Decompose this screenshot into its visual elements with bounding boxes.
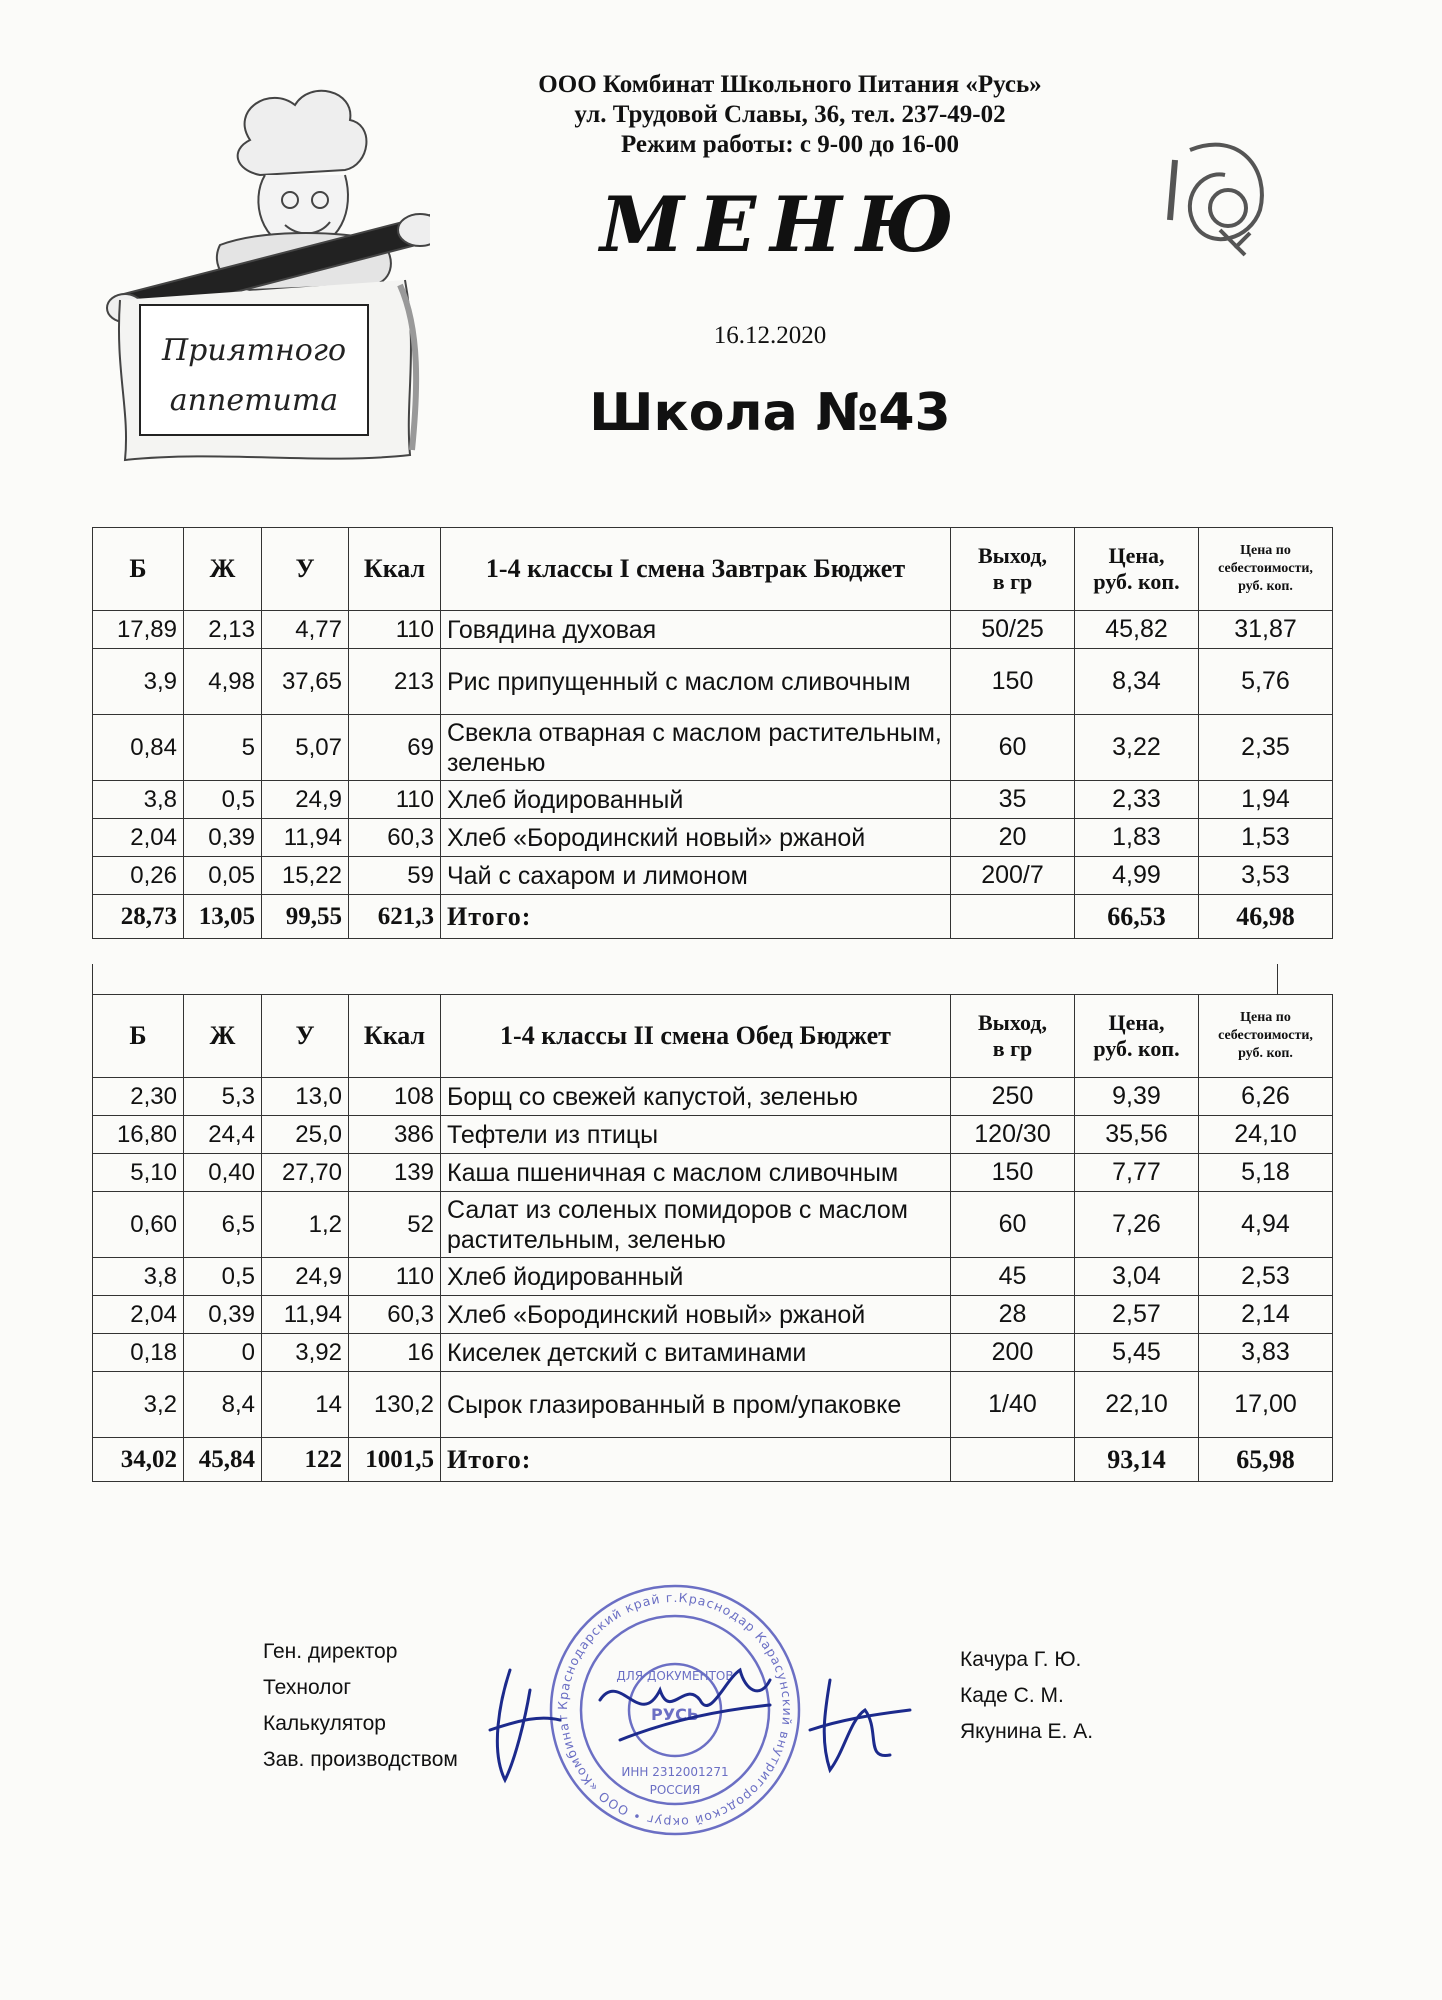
role-director: Ген. директор xyxy=(263,1640,398,1663)
company-address: ул. Трудовой Славы, 36, тел. 237-49-02 xyxy=(574,101,1006,128)
cell-price: 4,99 xyxy=(1075,857,1199,895)
col-b: Б xyxy=(93,528,184,611)
cell-yield: 28 xyxy=(951,1296,1075,1334)
table-row xyxy=(93,1334,1333,1372)
total-label: Итого: xyxy=(441,895,951,939)
table-row xyxy=(93,1258,1333,1296)
table-row xyxy=(93,611,1333,649)
col-u: У xyxy=(262,995,349,1078)
cell-kcal: 69 xyxy=(349,715,441,781)
col-b: Б xyxy=(93,995,184,1078)
dish-name: Хлеб «Бородинский новый» ржаной xyxy=(441,819,951,857)
name-calculator: Якунина Е. А. xyxy=(960,1720,1094,1743)
cell-zh: 5,3 xyxy=(184,1078,262,1116)
cell-b: 34,02 xyxy=(93,1438,184,1482)
lunch-table-wrap xyxy=(92,994,1332,1482)
col-zh: Ж xyxy=(184,995,262,1078)
cell-b: 28,73 xyxy=(93,895,184,939)
cell-b: 0,60 xyxy=(93,1192,184,1258)
cell-price: 66,53 xyxy=(1075,895,1199,939)
cell-yield xyxy=(951,895,1075,939)
cell-u: 11,94 xyxy=(262,1296,349,1334)
dish-name: Рис припущенный с маслом сливочным xyxy=(441,649,951,715)
cell-cost: 1,53 xyxy=(1199,819,1333,857)
cell-yield: 45 xyxy=(951,1258,1075,1296)
cell-kcal: 213 xyxy=(349,649,441,715)
cell-yield: 35 xyxy=(951,781,1075,819)
table-row xyxy=(93,857,1333,895)
cell-cost: 46,98 xyxy=(1199,895,1333,939)
name-technologist: Каде С. М. xyxy=(960,1684,1064,1707)
cell-cost: 3,53 xyxy=(1199,857,1333,895)
table-row xyxy=(93,715,1333,781)
cell-cost: 4,94 xyxy=(1199,1192,1333,1258)
cell-price: 22,10 xyxy=(1075,1372,1199,1438)
cell-cost: 31,87 xyxy=(1199,611,1333,649)
cell-zh: 0,40 xyxy=(184,1154,262,1192)
cell-kcal: 110 xyxy=(349,1258,441,1296)
table-row xyxy=(93,1154,1333,1192)
cell-price: 7,26 xyxy=(1075,1192,1199,1258)
dish-name: Говядина духовая xyxy=(441,611,951,649)
col-kcal: Ккал xyxy=(349,528,441,611)
cell-kcal: 59 xyxy=(349,857,441,895)
cell-b: 3,8 xyxy=(93,781,184,819)
svg-text:ИНН 2312001271: ИНН 2312001271 xyxy=(621,1765,729,1779)
dish-name: Сырок глазированный в пром/упаковке xyxy=(441,1372,951,1438)
cell-u: 14 xyxy=(262,1372,349,1438)
col-price: Цена, руб. коп. xyxy=(1075,528,1199,611)
cell-zh: 0,39 xyxy=(184,1296,262,1334)
cell-b: 17,89 xyxy=(93,611,184,649)
cell-yield: 120/30 xyxy=(951,1116,1075,1154)
cell-zh: 0,5 xyxy=(184,1258,262,1296)
lunch-table xyxy=(92,994,1333,1482)
logo-line2: аппетита xyxy=(169,383,339,418)
col-yield: Выход, в гр xyxy=(951,528,1075,611)
cell-u: 5,07 xyxy=(262,715,349,781)
menu-date: 16.12.2020 xyxy=(713,322,827,349)
cell-u: 15,22 xyxy=(262,857,349,895)
cell-kcal: 108 xyxy=(349,1078,441,1116)
cell-zh: 0,39 xyxy=(184,819,262,857)
company-name: ООО Комбинат Школьного Питания «Русь» xyxy=(538,71,1042,98)
cell-price: 1,83 xyxy=(1075,819,1199,857)
cell-price: 3,04 xyxy=(1075,1258,1199,1296)
handwritten-signatures xyxy=(470,1660,930,1790)
breakfast-header-row xyxy=(93,528,1333,611)
chef-logo xyxy=(100,70,430,465)
name-director: Качура Г. Ю. xyxy=(960,1648,1082,1671)
cell-yield: 20 xyxy=(951,819,1075,857)
signature-roles xyxy=(263,1634,458,1778)
svg-text:РУСЬ: РУСЬ xyxy=(651,1705,699,1724)
cell-zh: 6,5 xyxy=(184,1192,262,1258)
cell-cost: 5,18 xyxy=(1199,1154,1333,1192)
school-name: Школа №43 xyxy=(589,383,951,443)
breakfast-table xyxy=(92,527,1333,939)
cell-b: 5,10 xyxy=(93,1154,184,1192)
logo-line1: Приятного xyxy=(161,333,347,368)
cell-cost: 24,10 xyxy=(1199,1116,1333,1154)
cell-price: 2,33 xyxy=(1075,781,1199,819)
col-price: Цена, руб. коп. xyxy=(1075,995,1199,1078)
cell-u: 11,94 xyxy=(262,819,349,857)
cell-price: 3,22 xyxy=(1075,715,1199,781)
table-row xyxy=(93,1372,1333,1438)
cell-b: 16,80 xyxy=(93,1116,184,1154)
cell-u: 13,0 xyxy=(262,1078,349,1116)
cell-kcal: 130,2 xyxy=(349,1372,441,1438)
cell-cost: 5,76 xyxy=(1199,649,1333,715)
dish-name: Хлеб «Бородинский новый» ржаной xyxy=(441,1296,951,1334)
cell-kcal: 52 xyxy=(349,1192,441,1258)
cell-b: 3,8 xyxy=(93,1258,184,1296)
cell-zh: 24,4 xyxy=(184,1116,262,1154)
cell-u: 25,0 xyxy=(262,1116,349,1154)
cell-b: 2,04 xyxy=(93,819,184,857)
dish-name: Хлеб йодированный xyxy=(441,781,951,819)
cell-u: 122 xyxy=(262,1438,349,1482)
cell-zh: 5 xyxy=(184,715,262,781)
cell-b: 2,04 xyxy=(93,1296,184,1334)
cell-u: 99,55 xyxy=(262,895,349,939)
breakfast-title: 1-4 классы I смена Завтрак Бюджет xyxy=(441,528,951,611)
svg-text:ДЛЯ ДОКУМЕНТОВ: ДЛЯ ДОКУМЕНТОВ xyxy=(616,1669,734,1683)
cell-kcal: 110 xyxy=(349,611,441,649)
cell-cost: 2,14 xyxy=(1199,1296,1333,1334)
cell-b: 3,2 xyxy=(93,1372,184,1438)
cell-u: 24,9 xyxy=(262,1258,349,1296)
table-row xyxy=(93,819,1333,857)
role-production-head: Зав. производством xyxy=(263,1748,458,1771)
table-row xyxy=(93,1296,1333,1334)
col-cost: Цена по себестоимости, руб. коп. xyxy=(1199,995,1333,1078)
cell-yield xyxy=(951,1438,1075,1482)
cell-price: 35,56 xyxy=(1075,1116,1199,1154)
table-row xyxy=(93,1078,1333,1116)
cell-zh: 2,13 xyxy=(184,611,262,649)
cell-yield: 150 xyxy=(951,1154,1075,1192)
menu-title: МЕНЮ xyxy=(600,180,968,269)
cell-kcal: 16 xyxy=(349,1334,441,1372)
corner-stamp-mark xyxy=(1150,130,1280,260)
cell-zh: 45,84 xyxy=(184,1438,262,1482)
cell-b: 0,84 xyxy=(93,715,184,781)
total-row xyxy=(93,895,1333,939)
lunch-title: 1-4 классы II смена Обед Бюджет xyxy=(441,995,951,1078)
cell-b: 0,26 xyxy=(93,857,184,895)
cell-price: 5,45 xyxy=(1075,1334,1199,1372)
cell-b: 2,30 xyxy=(93,1078,184,1116)
cell-yield: 60 xyxy=(951,1192,1075,1258)
col-u: У xyxy=(262,528,349,611)
cell-u: 27,70 xyxy=(262,1154,349,1192)
cell-price: 45,82 xyxy=(1075,611,1199,649)
cell-kcal: 139 xyxy=(349,1154,441,1192)
col-kcal: Ккал xyxy=(349,995,441,1078)
role-technologist: Технолог xyxy=(263,1676,352,1699)
cell-yield: 1/40 xyxy=(951,1372,1075,1438)
cell-u: 37,65 xyxy=(262,649,349,715)
cell-price: 9,39 xyxy=(1075,1078,1199,1116)
cell-kcal: 386 xyxy=(349,1116,441,1154)
cell-zh: 4,98 xyxy=(184,649,262,715)
table-row xyxy=(93,1192,1333,1258)
dish-name: Хлеб йодированный xyxy=(441,1258,951,1296)
cell-kcal: 110 xyxy=(349,781,441,819)
cell-zh: 13,05 xyxy=(184,895,262,939)
cell-cost: 3,83 xyxy=(1199,1334,1333,1372)
table-row xyxy=(93,649,1333,715)
cell-price: 8,34 xyxy=(1075,649,1199,715)
cell-u: 4,77 xyxy=(262,611,349,649)
cell-yield: 200/7 xyxy=(951,857,1075,895)
dish-name: Тефтели из птицы xyxy=(441,1116,951,1154)
cell-yield: 250 xyxy=(951,1078,1075,1116)
col-zh: Ж xyxy=(184,528,262,611)
table-row xyxy=(93,781,1333,819)
cell-zh: 0,05 xyxy=(184,857,262,895)
cell-price: 2,57 xyxy=(1075,1296,1199,1334)
cell-b: 0,18 xyxy=(93,1334,184,1372)
dish-name: Каша пшеничная с маслом сливочным xyxy=(441,1154,951,1192)
cell-cost: 6,26 xyxy=(1199,1078,1333,1116)
cell-u: 24,9 xyxy=(262,781,349,819)
cell-cost: 65,98 xyxy=(1199,1438,1333,1482)
cell-kcal: 1001,5 xyxy=(349,1438,441,1482)
cell-price: 7,77 xyxy=(1075,1154,1199,1192)
cell-price: 93,14 xyxy=(1075,1438,1199,1482)
cell-kcal: 621,3 xyxy=(349,895,441,939)
signature-names xyxy=(960,1642,1093,1750)
dish-name: Салат из соленых помидоров с маслом растительным, зеленью xyxy=(441,1192,951,1258)
col-cost: Цена по себестоимости, руб. коп. xyxy=(1199,528,1333,611)
svg-text:Краснодарский край г.Краснодар: Краснодарский край г.Краснодар Карасунский внутригородской округ • ООО «Комбинат xyxy=(554,1589,796,1831)
cell-kcal: 60,3 xyxy=(349,819,441,857)
table-row xyxy=(93,1116,1333,1154)
col-yield: Выход, в гр xyxy=(951,995,1075,1078)
cell-zh: 8,4 xyxy=(184,1372,262,1438)
lunch-header-row xyxy=(93,995,1333,1078)
company-hours: Режим работы: с 9-00 до 16-00 xyxy=(620,131,960,158)
dish-name: Свекла отварная с маслом растительным, зеленью xyxy=(441,715,951,781)
breakfast-table-wrap xyxy=(92,527,1332,939)
dish-name: Чай с сахаром и лимоном xyxy=(441,857,951,895)
cell-cost: 2,53 xyxy=(1199,1258,1333,1296)
company-header xyxy=(430,70,1150,160)
role-calculator: Калькулятор xyxy=(263,1712,386,1735)
cell-cost: 17,00 xyxy=(1199,1372,1333,1438)
cell-b: 3,9 xyxy=(93,649,184,715)
svg-text:РОССИЯ: РОССИЯ xyxy=(649,1783,701,1797)
chef-illustration xyxy=(100,70,430,465)
cell-kcal: 60,3 xyxy=(349,1296,441,1334)
dish-name: Киселек детский с витаминами xyxy=(441,1334,951,1372)
cell-yield: 60 xyxy=(951,715,1075,781)
cell-yield: 150 xyxy=(951,649,1075,715)
cell-cost: 1,94 xyxy=(1199,781,1333,819)
cell-zh: 0 xyxy=(184,1334,262,1372)
total-row xyxy=(93,1438,1333,1482)
cell-u: 1,2 xyxy=(262,1192,349,1258)
dish-name: Борщ со свежей капустой, зеленью xyxy=(441,1078,951,1116)
total-label: Итого: xyxy=(441,1438,951,1482)
cell-yield: 200 xyxy=(951,1334,1075,1372)
cell-zh: 0,5 xyxy=(184,781,262,819)
cell-cost: 2,35 xyxy=(1199,715,1333,781)
cell-yield: 50/25 xyxy=(951,611,1075,649)
cell-u: 3,92 xyxy=(262,1334,349,1372)
table-gap xyxy=(92,964,1278,994)
